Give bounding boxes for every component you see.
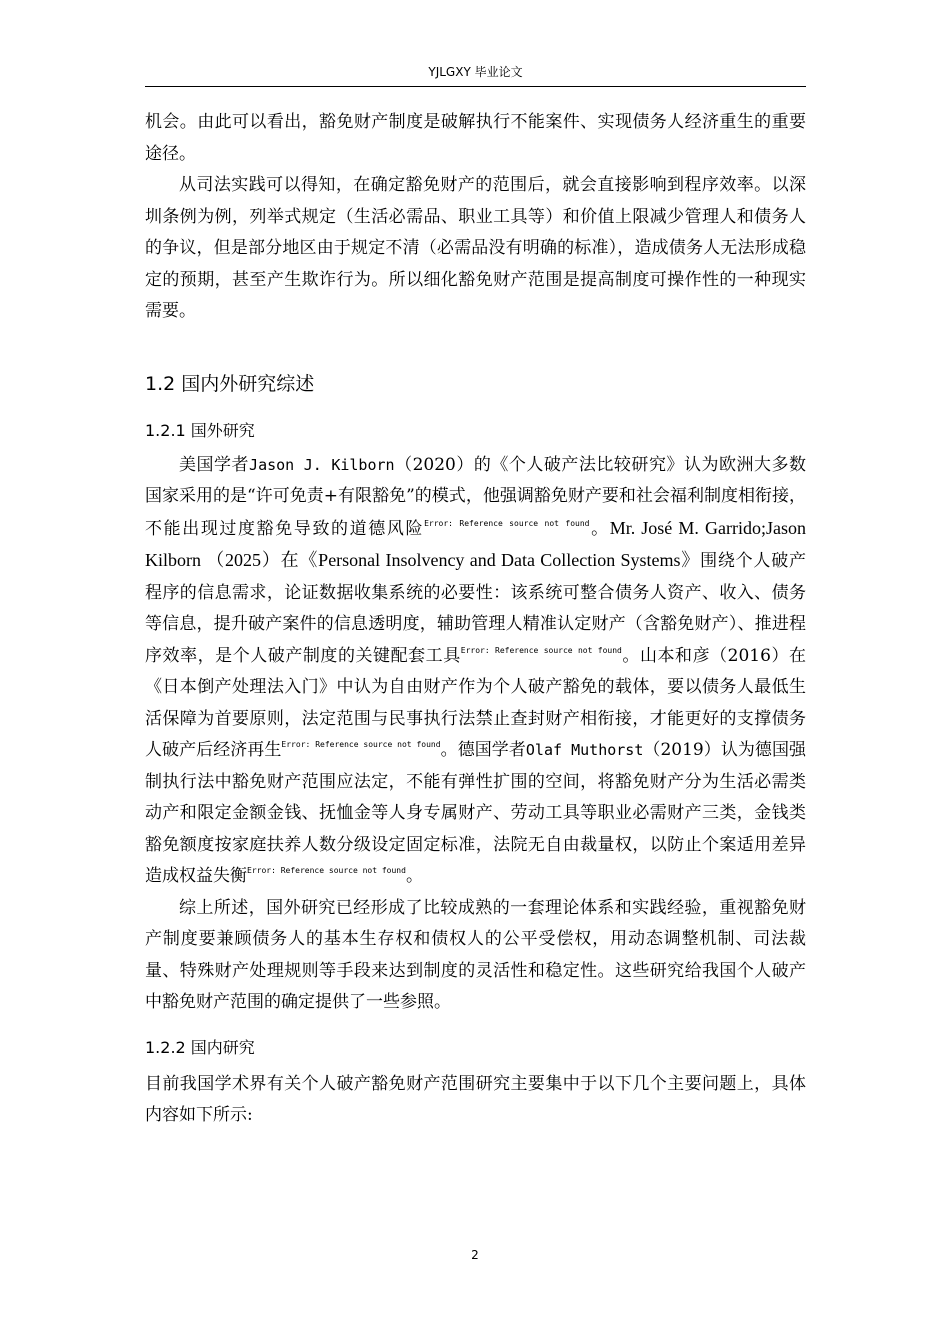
document-body — [145, 107, 806, 1132]
reference-error: Error: Reference source not found — [247, 866, 406, 875]
text-fragment: 山本和彦（2016）在《日本倒产处理法入门》中认为自由财产作为个人破产豁免的载体，要以债务人最低生活保障为首要原则，法定范围与民事执行法禁止查封财产相衔接，才能更好的支撑债务人破产后经济再生 — [145, 645, 807, 760]
paragraph-summary: 综上所述，国外研究已经形成了比较成熟的一套理论体系和实践经验，重视豁免财产制度要兼顾债务人的基本生存权和债权人的公平受偿权，用动态调整机制、司法裁量、特殊财产处理规则等手段来达到制度的灵活性和稳定性。这些研究给我国个人破产中豁免财产范围的确定提供了一些参照。 — [145, 897, 806, 1012]
text-fragment: 围绕个人破产程序的信息需求，论证数据收集系统的必要性：该系统可整合债务人资产、收入、债务等信息，提升破产案件的信息透明度，辅助管理人精准认定财产（含豁免财产）、推进程序效率，是个人破产制度的关键配套工具 — [145, 551, 806, 666]
page-header — [145, 58, 806, 87]
reference-error: Error: Reference source not found — [460, 645, 622, 655]
text-fragment: 。 — [589, 518, 610, 539]
text-fragment: 。 — [405, 866, 423, 886]
text-fragment: （2019）认为德国强制执行法中豁免财产范围应法定，不能有弹性扩围的空间，将豁免财产分为生活必需类动产和限定金额金钱、抚恤金等人身专属财产、劳动工具等职业必需财产三类，金钱类豁免额度按家庭扶养人数分级设定固定标准，法院无自由裁量权，以防止个案适用差异造成权益失衡 — [145, 740, 807, 886]
section-heading-1-2-1: 1.2.1 国外研究 — [145, 420, 255, 440]
reference-error: Error: Reference source not found — [424, 518, 590, 528]
text-fragment: 美国学者 — [179, 454, 250, 475]
reference-error: Error: Reference source not found — [281, 740, 441, 749]
text-fragment: 德国学者 — [457, 740, 526, 760]
header-title: YJLGXY 毕业论文 — [428, 65, 523, 79]
page-number: 2 — [471, 1248, 479, 1262]
section-heading-1-2: 1.2 国内外研究综述 — [145, 372, 315, 395]
text-fragment: 。 — [621, 645, 640, 666]
author-name-muthorst: Olaf Muthorst — [525, 741, 644, 759]
section-heading-1-2-2: 1.2.2 国内研究 — [145, 1037, 255, 1057]
paragraph-judicial-practice: 从司法实践可以得知，在确定豁免财产的范围后，就会直接影响到程序效率。以深圳条例为例，列举式规定（生活必需品、职业工具等）和价值上限减少管理人和债务人的争议，但是部分地区由于规定不清（必需品没有明确的标准），造成债务人无法形成稳定的预期，甚至产生欺诈行为。所以细化豁免财产范围是提高制度可操作性的一种现实需要。 — [145, 175, 806, 321]
paragraph-domestic-research: 目前我国学术界有关个人破产豁免财产范围研究主要集中于以下几个主要问题上，具体内容如下所示: — [145, 1073, 806, 1125]
citation-garrido-kilborn: Mr. José M. Garrido;Jason Kilborn （2025）在《Personal Insolvency and Data Collection Systems》 — [145, 517, 806, 570]
paragraph-foreign-research — [145, 450, 806, 893]
author-name-kilborn: Jason J. Kilborn — [249, 455, 395, 474]
paragraph-continuation: 机会。由此可以看出，豁免财产制度是破解执行不能案件、实现债务人经济重生的重要途径。 — [145, 112, 806, 164]
text-fragment: （2020）的《个人破产法比较研究》认为欧洲大多数国家采用的是“许可免责+有限豁免”的模式，他强调豁免财产要和社会福利制度相衔接，不能出现过度豁免导致的道德风险 — [145, 454, 807, 539]
text-fragment: 。 — [440, 740, 458, 760]
